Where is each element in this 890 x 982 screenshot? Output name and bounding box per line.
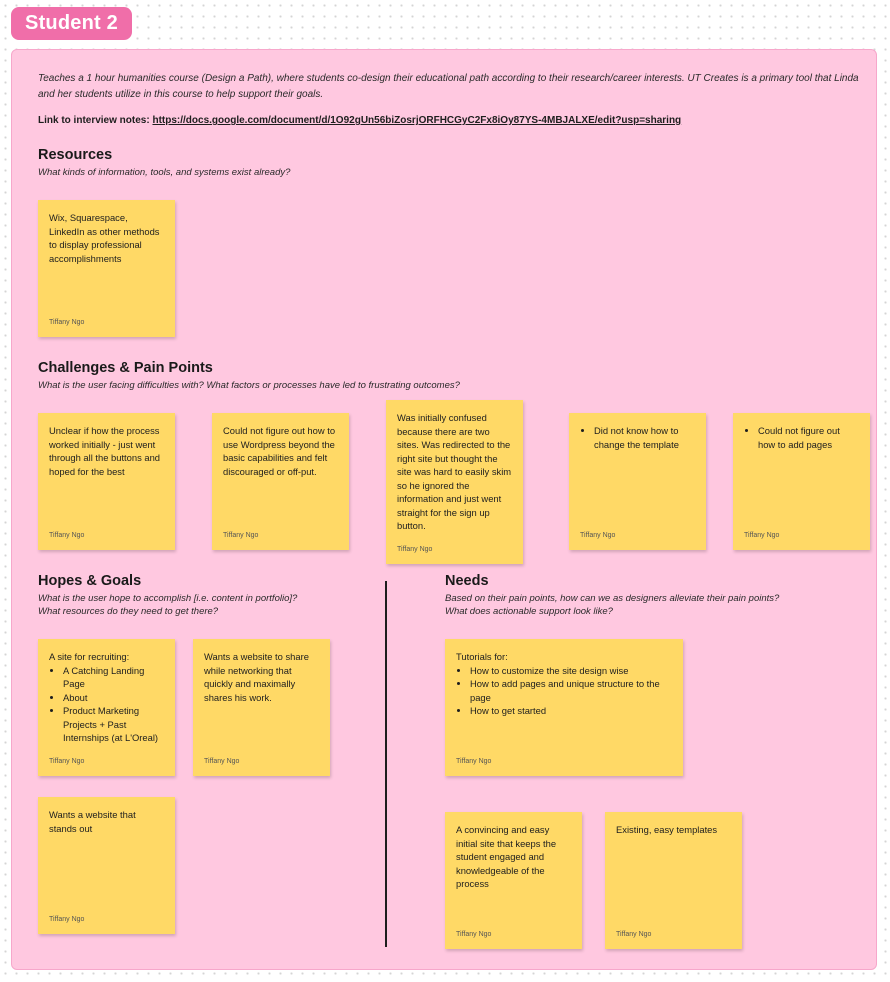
sticky-note-lead: Tutorials for: <box>456 651 508 662</box>
sticky-note-bullet: • How to customize the site design wise <box>470 664 672 678</box>
sticky-note-bullet: • How to get started <box>470 704 672 718</box>
challenges-subtitle: What is the user facing difficulties with? What factors or processes have led to frustrating outcomes? <box>38 380 460 391</box>
sticky-note[interactable] <box>212 413 349 550</box>
hopes-goals-subtitle-1: What is the user hope to accomplish [i.e. content in portfolio]? <box>38 593 298 604</box>
sticky-note-bullet: • A Catching Landing Page <box>63 664 164 691</box>
sticky-note-list <box>744 424 859 451</box>
sticky-note[interactable] <box>733 413 870 550</box>
sticky-note-bullet: • Product Marketing Projects + Past Internships (at L'Oreal) <box>63 704 164 745</box>
sticky-note-text: Unclear if how the process worked initially - just went through all the buttons and hoped for the best <box>49 425 161 477</box>
sticky-note[interactable] <box>445 812 582 949</box>
section-tag[interactable]: Student 2 <box>11 7 132 40</box>
column-divider <box>385 581 387 947</box>
sticky-note-author: Tiffany Ngo <box>397 546 433 553</box>
sticky-note[interactable] <box>193 639 330 776</box>
sticky-note-text: Was initially confused because there are two sites. Was redirected to the right site but thought the site was hard to easily skim so he ignored the information and just went straight for the sign up button. <box>397 412 512 531</box>
sticky-note-text <box>456 650 672 718</box>
sticky-note-text <box>49 650 164 745</box>
sticky-note-author: Tiffany Ngo <box>49 319 85 326</box>
challenges-heading: Challenges & Pain Points <box>38 360 213 376</box>
sticky-note-text: Existing, easy templates <box>616 824 718 835</box>
sticky-note-author: Tiffany Ngo <box>223 532 259 539</box>
sticky-note[interactable] <box>569 413 706 550</box>
sticky-note-author: Tiffany Ngo <box>49 916 85 923</box>
sticky-note-author: Tiffany Ngo <box>204 758 240 765</box>
sticky-note[interactable] <box>445 639 683 776</box>
sticky-note-bullet: • How to add pages and unique structure to the page <box>470 677 672 704</box>
interview-link-line <box>38 113 860 129</box>
sticky-note-author: Tiffany Ngo <box>456 758 492 765</box>
hopes-goals-heading: Hopes & Goals <box>38 573 142 589</box>
sticky-note-text: Wants a website to share while networking that quickly and maximally shares his work. <box>204 651 309 703</box>
sticky-note-text <box>580 424 695 451</box>
sticky-note-bullet: • About <box>63 691 164 705</box>
sticky-note-text <box>744 424 859 451</box>
sticky-note-author: Tiffany Ngo <box>616 931 652 938</box>
sticky-note-author: Tiffany Ngo <box>49 532 85 539</box>
intro-text: Teaches a 1 hour humanities course (Design a Path), where students co-design their educational path according to their research/career interests. UT Creates is a primary tool that Linda and her students utilize in this course to help support their goals. <box>38 73 859 100</box>
sticky-note-text: A convincing and easy initial site that keeps the student engaged and knowledgeable of the process <box>456 824 557 889</box>
sticky-note-bullet: • Could not figure out how to add pages <box>758 424 859 451</box>
sticky-note[interactable] <box>38 639 175 776</box>
sticky-note-text: Wix, Squarespace, LinkedIn as other methods to display professional accomplishments <box>49 212 160 264</box>
sticky-note-author: Tiffany Ngo <box>456 931 492 938</box>
sticky-note-text: Could not figure out how to use Wordpress beyond the basic capabilities and felt discouraged or off-put. <box>223 425 336 477</box>
sticky-note-list <box>49 664 164 745</box>
resources-subtitle: What kinds of information, tools, and systems exist already? <box>38 167 291 178</box>
sticky-note[interactable] <box>38 797 175 934</box>
sticky-note[interactable] <box>605 812 742 949</box>
sticky-note[interactable] <box>38 200 175 337</box>
sticky-note-text: Wants a website that stands out <box>49 809 136 834</box>
sticky-note-list <box>580 424 695 451</box>
sticky-note-author: Tiffany Ngo <box>744 532 780 539</box>
hopes-goals-subtitle-2: What resources do they need to get there? <box>38 606 219 617</box>
needs-subtitle-1: Based on their pain points, how can we as designers alleviate their pain points? <box>445 593 780 604</box>
sticky-note-author: Tiffany Ngo <box>580 532 616 539</box>
interview-link-label: Link to interview notes: <box>38 115 150 126</box>
sticky-note-author: Tiffany Ngo <box>49 758 85 765</box>
sticky-note-lead: A site for recruiting: <box>49 651 130 662</box>
interview-notes-link[interactable]: https://docs.google.com/document/d/1O92gUn56biZosrjORFHCGyC2Fx8iOy87YS-4MBJALXE/edit?usp=sharing <box>152 115 682 126</box>
needs-subtitle-2: What does actionable support look like? <box>445 606 613 617</box>
sticky-note-list <box>456 664 672 718</box>
sticky-note-bullet: • Did not know how to change the template <box>594 424 695 451</box>
needs-heading: Needs <box>445 573 489 589</box>
sticky-note[interactable] <box>386 400 523 564</box>
resources-heading: Resources <box>38 147 113 163</box>
sticky-note[interactable] <box>38 413 175 550</box>
